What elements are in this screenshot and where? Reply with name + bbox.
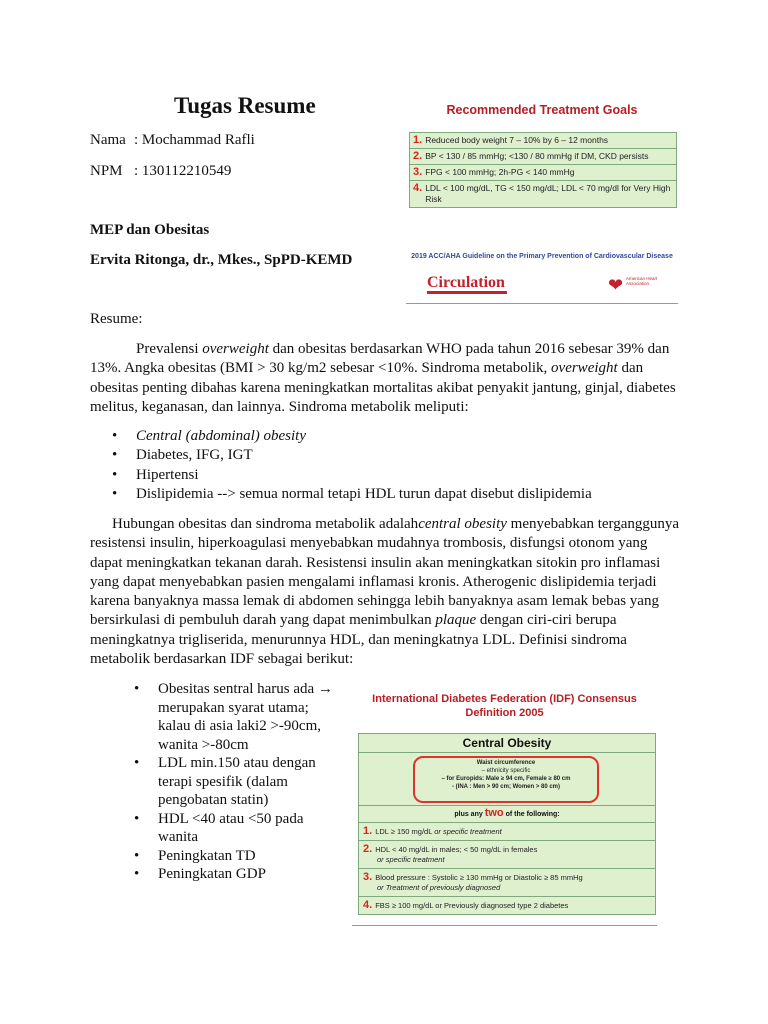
table-row [410, 133, 676, 149]
plus-two: two [484, 807, 504, 819]
heart-icon: ❤ [608, 275, 624, 295]
criterion-em: or specific treatment [434, 827, 502, 836]
list-item-text: Diabetes, IFG, IGT [136, 447, 253, 464]
criterion-text: LDL ≥ 150 mg/dL [375, 827, 435, 836]
list-item [134, 810, 339, 847]
npm-field [90, 163, 231, 180]
row-number: 3. [413, 166, 423, 178]
paragraph-1 [90, 340, 680, 417]
figure1-divider [406, 303, 678, 304]
nama-field [90, 132, 255, 149]
p2-text-e: dengan ciri-ciri berupa meningkatnya trigliserida, menurunnya HDL, dan meningkatnya LDL. Definisi sindroma metabolik berdasarkan IDF sebagai berikut: [90, 612, 627, 668]
nama-value: : Mochammad Rafli [134, 132, 255, 148]
paragraph-2 [90, 515, 680, 669]
idf-criteria-table [358, 733, 656, 915]
list-item [134, 847, 339, 866]
plus-text: plus any [454, 811, 485, 818]
row-text: BP < 130 / 85 mmHg; <130 / 80 mmHg if DM, CKD persists [425, 151, 649, 161]
plus-any-two-row [359, 806, 655, 823]
document-title: Tugas Resume [174, 93, 316, 118]
list-item [112, 446, 672, 465]
row-number: 3. [363, 871, 373, 883]
central-obesity-header: Central Obesity [359, 734, 655, 753]
p1-em-overweight-2: overweight [551, 360, 618, 377]
list-item-text: Central (abdominal) obesity [136, 428, 306, 444]
row-number: 1. [413, 134, 423, 146]
list-item [112, 466, 672, 485]
row-number: 2. [363, 843, 373, 855]
list-item-text: Obesitas sentral harus ada → merupakan syarat utama; kalau di asia laki2 >-90cm, wanita >-80cm [158, 681, 333, 753]
p1-em-overweight-1: overweight [202, 341, 269, 357]
criterion-text: Blood pressure : Systolic ≥ 130 mmHg or Diastolic ≥ 85 mmHg [375, 873, 583, 882]
guideline-caption: 2019 ACC/AHA Guideline on the Primary Prevention of Cardiovascular Disease [411, 253, 673, 260]
treatment-goals-figure [406, 96, 678, 304]
circulation-logo-bar [427, 291, 507, 294]
waist-line: – ethnicity specific [481, 768, 531, 774]
list-item-text: Dislipidemia --> semua normal tetapi HDL turun dapat disebut dislipidemia [136, 485, 592, 502]
p1-text-c: dan obesitas berdasarkan WHO pada tahun 2016 sebesar 39% dan 13%. Angka obesitas (BMI > 30 kg/m2 sebesar <10%. Sindroma metabolik, [90, 341, 670, 377]
list-item-text: LDL min.150 atau dengan terapi spesifik (dalam pengobatan statin) [158, 755, 316, 808]
topic-heading: MEP dan Obesitas [90, 222, 210, 238]
nama-label: Nama [90, 132, 126, 148]
plus-text: of the following: [503, 811, 560, 818]
row-number: 4. [413, 182, 423, 194]
list-item-text: HDL <40 atau <50 pada wanita [158, 810, 304, 845]
criterion-row [359, 823, 655, 841]
row-text: Reduced body weight 7 – 10% by 6 – 12 months [425, 135, 609, 145]
idf-criteria-list [134, 680, 339, 884]
p2-text-a: Hubungan obesitas dan sindroma metabolik adalah [112, 516, 419, 532]
figure2-title: International Diabetes Federation (IDF) Consensus Definition 2005 [372, 693, 637, 719]
resume-label: Resume: [90, 311, 143, 327]
table-row [410, 165, 676, 181]
lecturer-name: Ervita Ritonga, dr., Mkes., SpPD-KEMD [90, 252, 353, 268]
npm-value: : 130112210549 [134, 163, 232, 179]
waist-text [415, 759, 597, 791]
criterion-row [359, 897, 655, 914]
row-number: 4. [363, 899, 373, 911]
list-item-text: Peningkatan GDP [158, 866, 266, 882]
list-item [112, 485, 672, 504]
table-row [410, 149, 676, 165]
criterion-text: HDL < 40 mg/dL in males; < 50 mg/dL in females [375, 845, 538, 854]
circulation-logo: Circulation [427, 274, 505, 291]
waist-title: Waist circumference [476, 760, 536, 766]
p1-text-e: dan obesitas penting dibahas karena meningkatkan mortalitas akibat penyakit jantung, ginjal, diabetes melitus, keganasan, dan lainnya. Sindroma metabolik meliputi: [90, 360, 676, 415]
table-row [410, 181, 676, 207]
list-item [134, 865, 339, 884]
criterion-sub: or Treatment of previously diagnosed [377, 883, 501, 892]
treatment-goals-table [409, 132, 677, 208]
waist-line: - (INA : Men > 90 cm; Women > 80 cm) [451, 784, 561, 790]
criterion-row [359, 841, 655, 869]
p2-em-central-obesity: central obesity [418, 516, 507, 532]
figure2-divider [352, 925, 657, 926]
list-item-text: Peningkatan TD [158, 847, 256, 864]
row-number: 1. [363, 825, 373, 837]
p2-em-plaque: plaque [435, 612, 477, 629]
metabolic-syndrome-list [112, 427, 672, 504]
list-item [134, 680, 339, 754]
list-item [112, 427, 672, 446]
idf-definition-figure [352, 692, 657, 926]
npm-label: NPM [90, 163, 123, 179]
aha-logo-text: American Heart Association. [626, 276, 658, 286]
criterion-row [359, 869, 655, 897]
aha-logo [608, 274, 674, 296]
row-text: LDL < 100 mg/dL, TG < 150 mg/dL; LDL < 70 mg/dl for Very High Risk [425, 183, 671, 204]
p2-text-c: menyebabkan terganggunya resistensi insulin, hiperkoagulasi menyebabkan mudahnya trombosis, disfungsi otonom yang dapat meningkatkan tekanan darah. Resistensi insulin akan meningkatkan sitokin pro inflamasi yang dapat menyebabkan pasien mengalami inflamasi kronis. Atherogenic dislipidemia terjadi karena banyaknya massa lemak di abdomen sehingga lebih banyaknya asam lemak bebas yang bersirkulasi di pembuluh darah yang dapat menimbulkan [90, 516, 680, 629]
waist-line: – for Europids: Male ≥ 94 cm, Female ≥ 80 cm [441, 776, 571, 782]
criterion-sub: or specific treatment [377, 855, 445, 864]
figure1-title: Recommended Treatment Goals [446, 103, 638, 117]
row-text: FPG < 100 mmHg; 2h-PG < 140 mmHg [425, 167, 575, 177]
list-item-text: Hipertensi [136, 466, 199, 483]
criterion-text: FBS ≥ 100 mg/dL or Previously diagnosed type 2 diabetes [375, 901, 569, 910]
waist-circumference-cell [359, 753, 655, 806]
list-item [134, 754, 339, 810]
p1-text-a: Prevalensi [136, 341, 203, 357]
row-number: 2. [413, 150, 423, 162]
